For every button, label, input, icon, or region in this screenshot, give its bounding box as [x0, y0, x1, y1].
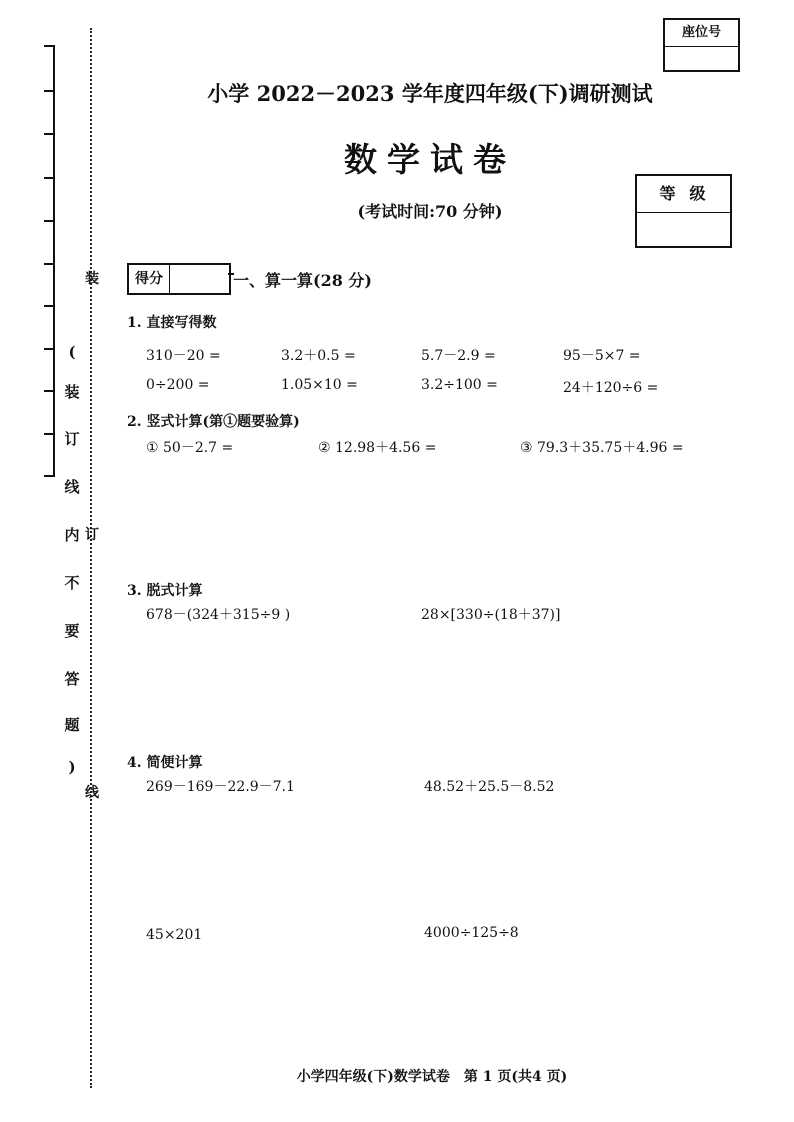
- score-box: [127, 263, 231, 295]
- expression: 4000÷125÷8: [424, 925, 519, 941]
- binding-tick: [44, 305, 54, 307]
- grade-label: 等级: [637, 176, 730, 213]
- expression: ① 50－2.7 =: [146, 440, 234, 456]
- binding-text-char: 不: [64, 574, 80, 592]
- score-label: 得分: [129, 265, 170, 293]
- expression: 0÷200 =: [146, 377, 210, 393]
- binding-text-char: 装: [64, 383, 80, 401]
- binding-text-char: ): [68, 758, 76, 776]
- expression: 1.05×10 =: [281, 377, 358, 393]
- binding-label-char: 装: [85, 271, 99, 287]
- expression: ② 12.98＋4.56 =: [318, 440, 437, 456]
- expression: 28×[330÷(18＋37)]: [421, 607, 561, 623]
- exam-subtitle: 小学 2022－2023 学年度四年级(下)调研测试: [207, 81, 653, 106]
- binding-bracket-line: [53, 45, 55, 477]
- question-title: 1. 直接写得数: [127, 315, 217, 331]
- expression: 5.7－2.9 =: [421, 348, 496, 364]
- expression: 24＋120÷6 =: [563, 380, 659, 396]
- binding-text-char: 内: [64, 526, 80, 544]
- binding-text-char: (: [68, 343, 76, 361]
- expression: ③ 79.3＋35.75＋4.96 =: [520, 440, 684, 456]
- binding-dotted-line: [90, 28, 92, 1088]
- binding-tick: [44, 263, 54, 265]
- expression: 48.52＋25.5－8.52: [424, 779, 555, 795]
- score-field[interactable]: [170, 265, 229, 293]
- binding-tick: [44, 390, 54, 392]
- expression: 269－169－22.9－7.1: [146, 779, 295, 795]
- page-footer: 小学四年级(下)数学试卷 第 1 页(共4 页): [296, 1069, 568, 1085]
- binding-text-char: 订: [64, 430, 80, 448]
- binding-tick: [44, 475, 54, 477]
- expression: 678－(324＋315÷9 ): [146, 607, 291, 623]
- binding-label-char: 线: [85, 785, 99, 801]
- binding-text-char: 线: [64, 478, 80, 496]
- section-title: 一、算一算(28 分): [233, 271, 372, 290]
- expression: 45×201: [146, 927, 203, 943]
- binding-text-char: 要: [64, 622, 80, 640]
- question-title: 2. 竖式计算(第①题要验算): [127, 414, 300, 430]
- seat-number-box: [663, 18, 740, 72]
- binding-tick: [44, 433, 54, 435]
- expression: 95－5×7 =: [563, 348, 641, 364]
- expression: 3.2＋0.5 =: [281, 348, 356, 364]
- seat-number-field[interactable]: [665, 47, 738, 69]
- binding-tick: [44, 45, 54, 47]
- binding-text-char: 题: [64, 716, 80, 734]
- binding-tick: [44, 348, 54, 350]
- binding-text-char: 答: [64, 670, 80, 688]
- expression: 310－20 =: [146, 348, 221, 364]
- page-title: 数学试卷: [344, 140, 516, 179]
- exam-time: (考试时间:70 分钟): [357, 202, 503, 221]
- seat-number-label: 座位号: [665, 20, 738, 47]
- question-title: 4. 简便计算: [127, 755, 203, 771]
- expression: 3.2÷100 =: [421, 377, 498, 393]
- question-title: 3. 脱式计算: [127, 583, 203, 599]
- binding-label-char: 订: [85, 527, 99, 543]
